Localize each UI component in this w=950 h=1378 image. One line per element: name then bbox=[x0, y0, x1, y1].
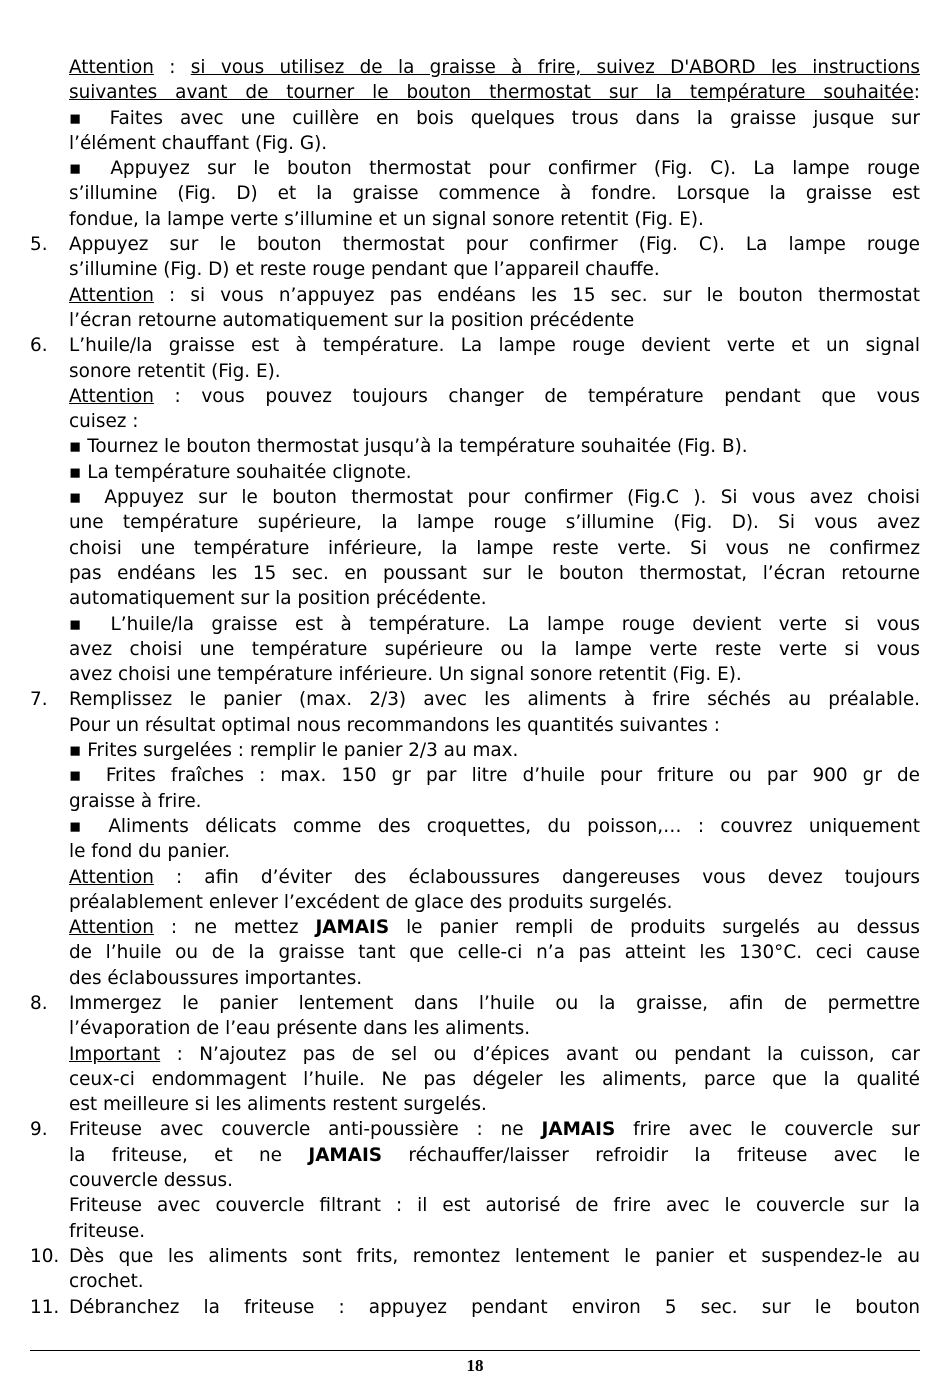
numbered-item-line bbox=[30, 333, 920, 358]
underlined-text: Attention bbox=[69, 866, 154, 888]
line-text bbox=[30, 536, 920, 561]
item-number: 11. bbox=[30, 1296, 60, 1318]
line-text bbox=[30, 1117, 920, 1142]
item-number: 8. bbox=[30, 992, 48, 1014]
line-text bbox=[30, 1016, 920, 1041]
text-line bbox=[30, 207, 920, 232]
text-line bbox=[30, 80, 920, 105]
text-run: ▪ Tournez le bouton thermostat jusqu’à la température souhaitée (Fig. B). bbox=[69, 436, 748, 458]
underlined-text: Attention bbox=[69, 385, 154, 407]
text-run: le panier rempli de produits surgelés au dessus bbox=[389, 917, 921, 939]
text-line bbox=[30, 55, 920, 80]
line-text bbox=[30, 181, 920, 206]
line-text bbox=[30, 991, 920, 1016]
line-text bbox=[30, 561, 920, 586]
line-text bbox=[30, 738, 920, 763]
underlined-text: suivantes avant de tourner le bouton thermostat sur la température souhaitée bbox=[69, 82, 914, 104]
line-text bbox=[30, 915, 920, 940]
line-text bbox=[30, 586, 920, 611]
line-text bbox=[30, 510, 920, 535]
bold-text: JAMAIS bbox=[541, 1119, 616, 1141]
text-line bbox=[30, 839, 920, 864]
text-line bbox=[30, 561, 920, 586]
text-run: est meilleure si les aliments restent surgelés. bbox=[69, 1094, 487, 1116]
text-line bbox=[30, 434, 920, 459]
text-line bbox=[30, 1143, 920, 1168]
text-line bbox=[30, 1269, 920, 1294]
line-text bbox=[30, 789, 920, 814]
underlined-text: Attention bbox=[69, 917, 154, 939]
text-run: des éclaboussures importantes. bbox=[69, 967, 363, 989]
text-line bbox=[30, 384, 920, 409]
text-run: L’huile/la graisse est à température. La lampe rouge devient verte et un signal bbox=[69, 335, 920, 357]
text-line bbox=[30, 485, 920, 510]
line-text bbox=[30, 662, 920, 687]
line-text bbox=[30, 1067, 920, 1092]
line-text bbox=[30, 257, 920, 282]
numbered-item-line bbox=[30, 232, 920, 257]
line-text bbox=[30, 1092, 920, 1117]
text-line bbox=[30, 1168, 920, 1193]
text-run: : vous pouvez toujours changer de température pendant que vous bbox=[153, 385, 920, 407]
text-run: de l’huile ou de la graisse tant que celle-ci n’a pas atteint les 130°C. ceci cause bbox=[69, 942, 920, 964]
text-line bbox=[30, 156, 920, 181]
text-run: ▪ Aliments délicats comme des croquettes, du poisson,… : couvrez uniquement bbox=[69, 815, 920, 837]
numbered-item-line bbox=[30, 687, 920, 712]
text-line bbox=[30, 789, 920, 814]
text-run: Appuyez sur le bouton thermostat pour confirmer (Fig. C). La lampe rouge bbox=[69, 234, 920, 256]
text-run: frire avec le couvercle sur bbox=[615, 1119, 920, 1141]
text-run: ▪ L’huile/la graisse est à température. La lampe rouge devient verte si vous bbox=[69, 613, 920, 635]
text-run: Immergez le panier lentement dans l’huile ou la graisse, afin de permettre bbox=[69, 992, 920, 1014]
text-run: : afin d’éviter des éclaboussures dangereuses vous devez toujours bbox=[153, 866, 920, 888]
text-run: graisse à frire. bbox=[69, 790, 202, 812]
line-text bbox=[30, 283, 920, 308]
text-line bbox=[30, 359, 920, 384]
line-text bbox=[30, 409, 920, 434]
text-line bbox=[30, 106, 920, 131]
text-run: automatiquement sur la position précédente. bbox=[69, 588, 487, 610]
line-text bbox=[30, 1143, 920, 1168]
line-text bbox=[30, 612, 920, 637]
text-line bbox=[30, 662, 920, 687]
item-number: 9. bbox=[30, 1119, 48, 1141]
item-number: 6. bbox=[30, 335, 48, 357]
text-run: s’illumine (Fig. D) et la graisse commence à fondre. Lorsque la graisse est bbox=[69, 183, 920, 205]
text-line bbox=[30, 940, 920, 965]
text-run: Remplissez le panier (max. 2/3) avec les aliments à frire séchés au préalable. bbox=[69, 689, 920, 711]
text-line bbox=[30, 763, 920, 788]
text-line bbox=[30, 257, 920, 282]
text-line bbox=[30, 1016, 920, 1041]
item-number: 10. bbox=[30, 1245, 60, 1267]
text-line bbox=[30, 713, 920, 738]
text-run: ceux-ci endommagent l’huile. Ne pas dégeler les aliments, parce que la qualité bbox=[69, 1068, 920, 1090]
line-text bbox=[30, 839, 920, 864]
text-line bbox=[30, 966, 920, 991]
text-line bbox=[30, 814, 920, 839]
line-text bbox=[30, 713, 920, 738]
text-run: ▪ Faites avec une cuillère en bois quelques trous dans la graisse jusque sur bbox=[69, 107, 920, 129]
text-run: crochet. bbox=[69, 1271, 144, 1293]
line-text bbox=[30, 460, 920, 485]
text-run: friteuse. bbox=[69, 1220, 146, 1242]
line-text bbox=[30, 1042, 920, 1067]
underlined-text: si vous utilisez de la graisse à frire, suivez D'ABORD les instructions bbox=[190, 57, 920, 78]
line-text bbox=[30, 1193, 920, 1218]
line-text bbox=[30, 1244, 920, 1269]
underlined-text: Important bbox=[69, 1043, 161, 1065]
line-text bbox=[30, 308, 920, 333]
text-run: Débranchez la friteuse : appuyez pendant environ 5 sec. sur le bouton bbox=[69, 1296, 920, 1318]
line-text bbox=[30, 359, 920, 384]
text-line bbox=[30, 865, 920, 890]
text-line bbox=[30, 915, 920, 940]
footer-rule bbox=[30, 1350, 920, 1351]
text-line bbox=[30, 131, 920, 156]
text-run: : si vous n’appuyez pas endéans les 15 sec. sur le bouton thermostat bbox=[153, 284, 920, 306]
line-text bbox=[30, 966, 920, 991]
bold-text: JAMAIS bbox=[315, 917, 390, 939]
text-line bbox=[30, 1042, 920, 1067]
text-run: : bbox=[153, 57, 191, 78]
text-run: ▪ Frites surgelées : remplir le panier 2/3 au max. bbox=[69, 740, 519, 762]
text-line bbox=[30, 1067, 920, 1092]
text-run: l’évaporation de l’eau présente dans les aliments. bbox=[69, 1018, 531, 1040]
text-line bbox=[30, 283, 920, 308]
text-line bbox=[30, 460, 920, 485]
text-line bbox=[30, 1219, 920, 1244]
text-line bbox=[30, 738, 920, 763]
underlined-text: Attention bbox=[69, 57, 154, 78]
line-text bbox=[30, 55, 920, 80]
text-run: ▪ Appuyez sur le bouton thermostat pour confirmer (Fig. C). La lampe rouge bbox=[69, 158, 920, 180]
text-run: cuisez : bbox=[69, 411, 139, 433]
line-text bbox=[30, 1168, 920, 1193]
line-text bbox=[30, 637, 920, 662]
text-line bbox=[30, 510, 920, 535]
line-text bbox=[30, 333, 920, 358]
text-line bbox=[30, 586, 920, 611]
line-text bbox=[30, 80, 920, 105]
numbered-item-line bbox=[30, 1244, 920, 1269]
text-run: s’illumine (Fig. D) et reste rouge pendant que l’appareil chauffe. bbox=[69, 259, 660, 281]
text-run: sonore retentit (Fig. E). bbox=[69, 360, 281, 382]
text-run: Pour un résultat optimal nous recommandons les quantités suivantes : bbox=[69, 714, 720, 736]
text-run: ▪ Appuyez sur le bouton thermostat pour confirmer (Fig.C ). Si vous avez choisi bbox=[69, 487, 920, 509]
line-text bbox=[30, 207, 920, 232]
numbered-item-line bbox=[30, 1295, 920, 1320]
text-line bbox=[30, 1092, 920, 1117]
text-run: fondue, la lampe verte s’illumine et un signal sonore retentit (Fig. E). bbox=[69, 208, 704, 230]
line-text bbox=[30, 763, 920, 788]
line-text bbox=[30, 940, 920, 965]
text-line bbox=[30, 1193, 920, 1218]
text-run: réchauffer/laisser refroidir la friteuse avec le bbox=[382, 1144, 921, 1166]
text-run: pas endéans les 15 sec. en poussant sur le bouton thermostat, l’écran retourne bbox=[69, 562, 920, 584]
numbered-item-line bbox=[30, 991, 920, 1016]
line-text bbox=[30, 687, 920, 712]
line-text bbox=[30, 106, 920, 131]
line-text bbox=[30, 232, 920, 257]
text-line bbox=[30, 181, 920, 206]
text-line bbox=[30, 308, 920, 333]
text-line bbox=[30, 637, 920, 662]
text-run: Dès que les aliments sont frits, remontez lentement le panier et suspendez-le au bbox=[69, 1245, 920, 1267]
line-text bbox=[30, 434, 920, 459]
line-text bbox=[30, 156, 920, 181]
text-run: Friteuse avec couvercle anti-poussière : ne bbox=[69, 1119, 542, 1141]
text-run: : N’ajoutez pas de sel ou d’épices avant ou pendant la cuisson, car bbox=[160, 1043, 920, 1065]
item-number: 5. bbox=[30, 234, 48, 256]
text-run: le fond du panier. bbox=[69, 841, 231, 863]
instructions-body bbox=[30, 55, 920, 1320]
page-number: 18 bbox=[466, 1356, 484, 1375]
text-line bbox=[30, 409, 920, 434]
text-line bbox=[30, 890, 920, 915]
line-text bbox=[30, 1219, 920, 1244]
text-line bbox=[30, 536, 920, 561]
line-text bbox=[30, 485, 920, 510]
line-text bbox=[30, 384, 920, 409]
bold-text: JAMAIS bbox=[308, 1144, 383, 1166]
item-number: 7. bbox=[30, 689, 48, 711]
text-run: l’élément chauffant (Fig. G). bbox=[69, 132, 328, 154]
text-run: ▪ La température souhaitée clignote. bbox=[69, 461, 412, 483]
text-run: Friteuse avec couvercle filtrant : il est autorisé de frire avec le couvercle sur la bbox=[69, 1195, 920, 1217]
line-text bbox=[30, 814, 920, 839]
line-text bbox=[30, 1295, 920, 1320]
text-run: couvercle dessus. bbox=[69, 1170, 233, 1192]
text-run: préalablement enlever l’excédent de glace des produits surgelés. bbox=[69, 891, 673, 913]
text-run: avez choisi une température supérieure ou la lampe verte reste verte si vous bbox=[69, 638, 920, 660]
line-text bbox=[30, 1269, 920, 1294]
text-line bbox=[30, 612, 920, 637]
text-run: une température supérieure, la lampe rouge s’illumine (Fig. D). Si vous avez bbox=[69, 512, 920, 534]
underlined-text: Attention bbox=[69, 284, 154, 306]
text-run: l’écran retourne automatiquement sur la position précédente bbox=[69, 309, 635, 331]
text-run: choisi une température inférieure, la lampe reste verte. Si vous ne confirmez bbox=[69, 537, 920, 559]
text-run: : ne mettez bbox=[153, 917, 316, 939]
line-text bbox=[30, 865, 920, 890]
text-run: la friteuse, et ne bbox=[69, 1144, 309, 1166]
line-text bbox=[30, 890, 920, 915]
numbered-item-line bbox=[30, 1117, 920, 1142]
text-run: ▪ Frites fraîches : max. 150 gr par litre d’huile pour friture ou par 900 gr de bbox=[69, 765, 920, 787]
text-run: avez choisi une température inférieure. Un signal sonore retentit (Fig. E). bbox=[69, 664, 742, 686]
line-text bbox=[30, 131, 920, 156]
text-run: : bbox=[913, 82, 920, 104]
